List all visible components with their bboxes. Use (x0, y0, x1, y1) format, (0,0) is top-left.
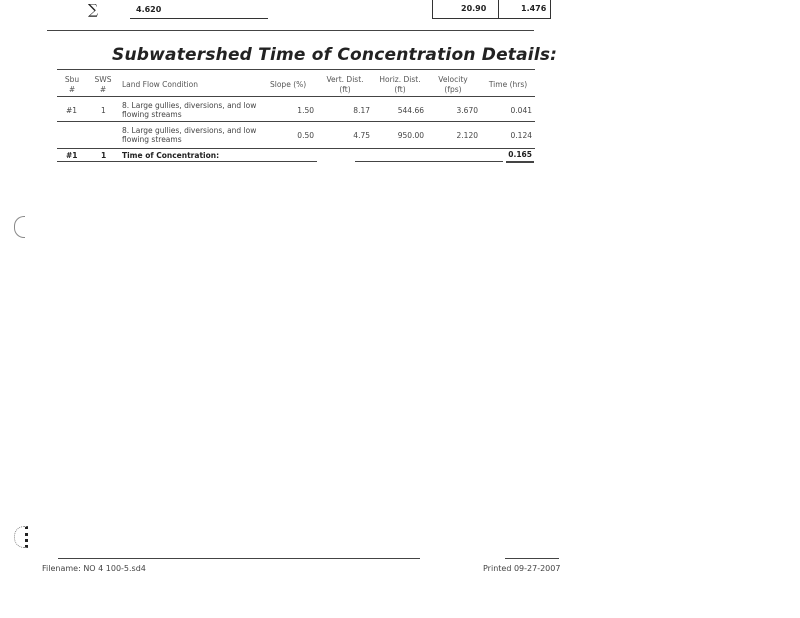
row2-time: 0.124 (510, 131, 532, 140)
footer-rule-left (58, 558, 420, 559)
row2-vert: 4.75 (353, 131, 370, 140)
row1-sws: 1 (101, 106, 106, 115)
header-horiz (375, 75, 425, 95)
total-sws: 1 (101, 151, 107, 160)
row1-sbu: #1 (66, 106, 78, 115)
header-sbu (60, 75, 84, 95)
header-divider (57, 96, 535, 97)
header-horiz-unit: (ft) (394, 85, 406, 94)
total-sbu: #1 (66, 151, 78, 160)
total-label: Time of Concentration: (122, 151, 220, 160)
header-slope: Slope (%) (270, 80, 307, 89)
row1-divider (57, 121, 535, 122)
row1-slope: 1.50 (297, 106, 314, 115)
row1-flow-line1: 8. Large gullies, diversions, and low (122, 101, 257, 110)
row2-flow (122, 126, 256, 144)
row1-velocity: 3.670 (456, 106, 478, 115)
row1-flow (122, 101, 256, 119)
footer-filename: Filename: NO 4 100-5.sd4 (42, 564, 146, 573)
row1-horiz: 544.66 (397, 106, 424, 115)
row2-divider (57, 148, 535, 149)
row1-time: 0.041 (510, 106, 532, 115)
header-flow: Land Flow Condition (122, 80, 198, 89)
top-divider (47, 30, 534, 31)
sum-symbol: ∑ (88, 2, 98, 18)
sum-value: 4.620 (136, 5, 162, 14)
sum-value-3: 1.476 (521, 4, 547, 13)
row1-flow-line2: flowing streams (122, 110, 182, 119)
row2-flow-line2: flowing streams (122, 135, 182, 144)
header-sws-unit: # (99, 85, 107, 94)
sum-box (432, 0, 551, 19)
header-sws (90, 75, 116, 95)
header-time: Time (hrs) (488, 80, 528, 89)
title-divider (57, 69, 535, 70)
sum-underline (130, 18, 268, 19)
total-value: 0.165 (508, 150, 532, 159)
total-rule-left (57, 161, 317, 162)
summary-row (0, 0, 800, 22)
header-sbu-unit: # (68, 85, 76, 94)
row2-velocity: 2.120 (456, 131, 478, 140)
total-rule-mid (355, 161, 503, 162)
header-horiz-label: Horiz. Dist. (379, 75, 421, 84)
header-sws-label: SWS (94, 75, 112, 84)
header-velocity-label: Velocity (438, 75, 468, 84)
header-sbu-label: Sbu (64, 75, 80, 84)
row2-slope: 0.50 (297, 131, 314, 140)
footer-rule-right (505, 558, 559, 559)
sum-divider (498, 0, 499, 18)
section-title: Subwatershed Time of Concentration Details: (112, 45, 558, 65)
header-vert-unit: (ft) (339, 85, 351, 94)
total-rule-right (506, 161, 534, 163)
row2-flow-line1: 8. Large gullies, diversions, and low (122, 126, 257, 135)
footer-printed: Printed 09-27-2007 (483, 564, 561, 573)
header-vert (320, 75, 370, 95)
row1-vert: 8.17 (353, 106, 370, 115)
header-velocity (430, 75, 476, 95)
row2-horiz: 950.00 (397, 131, 424, 140)
scan-mark-top (14, 216, 25, 238)
header-vert-label: Vert. Dist. (326, 75, 364, 84)
scan-mark-bottom (14, 526, 28, 548)
sum-value-2: 20.90 (461, 4, 487, 13)
header-velocity-unit: (fps) (444, 85, 462, 94)
